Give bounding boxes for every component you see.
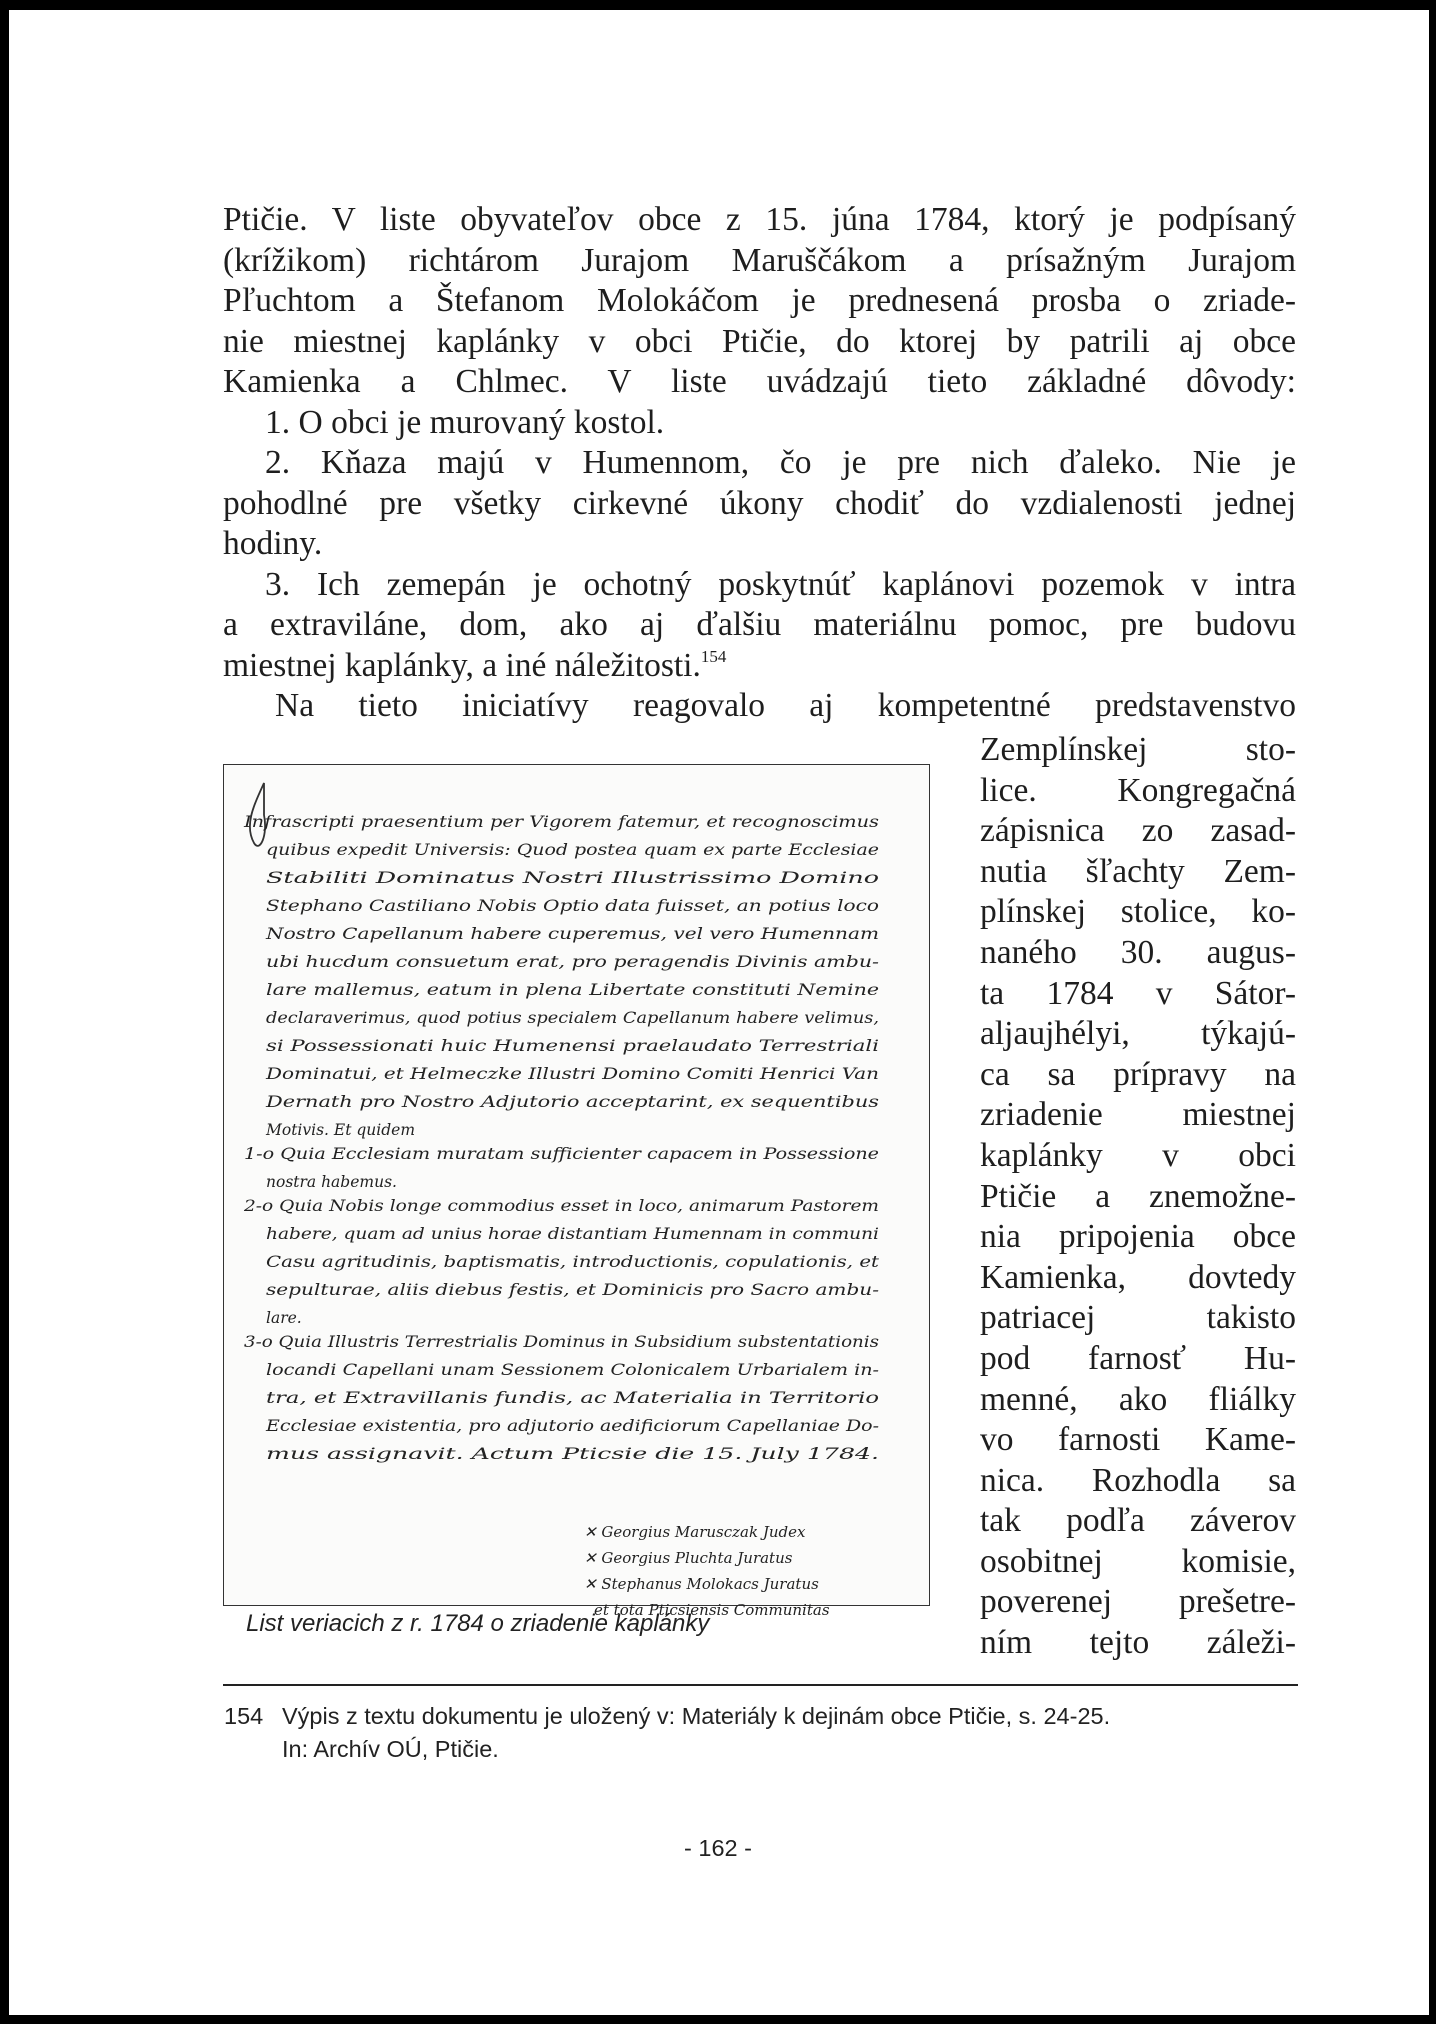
text-line: Pľuchtom a Štefanom Molokáčom je prednesená prosba o zriade- — [223, 282, 1296, 319]
side-line: tak podľa záverov — [980, 1502, 1296, 1540]
main-text — [223, 200, 1296, 727]
manuscript-line: Stephano Castiliano Nobis Optio data fuisset, an potius loco — [266, 897, 879, 915]
signature-line: ✕ Georgius Pluchta Juratus — [584, 1549, 793, 1567]
text-line: 3. Ich zemepán je ochotný poskytnúť kaplánovi pozemok v intra — [265, 565, 1296, 603]
manuscript-line: lare mallemus, eatum in plena Libertate constituti Nemine — [266, 981, 879, 999]
side-line: ca sa prípravy na — [980, 1055, 1296, 1093]
footnote-separator — [223, 1684, 1298, 1686]
side-line: zápisnica zo zasad- — [980, 812, 1296, 850]
manuscript-figure — [223, 764, 930, 1619]
side-line: zriadenie miestnej — [980, 1096, 1296, 1134]
manuscript-line: nostra habemus. — [266, 1173, 397, 1191]
signature-line: et tota Pticsiensis Communitas — [594, 1601, 830, 1619]
text-line: Ptičie. V liste obyvateľov obce z 15. júna 1784, ktorý je podpísaný — [223, 201, 1296, 238]
side-line: nutia šľachty Zem- — [980, 852, 1296, 890]
page-number: - 162 - — [684, 1835, 752, 1861]
manuscript-line: Infrascripti praesentium per Vigorem fatemur, et recognoscimus — [242, 813, 880, 831]
text-line: Na tieto iniciatívy reagovalo aj kompetentné predstavenstvo — [275, 687, 1296, 724]
manuscript-image — [224, 765, 929, 1619]
side-line: aljaujhélyi, týkajú- — [980, 1015, 1296, 1053]
manuscript-line: mus assignavit. Actum Pticsie die 15. July 1784. — [266, 1445, 879, 1463]
manuscript-line: sepulturae, aliis diebus festis, et Dominicis pro Sacro ambu- — [266, 1281, 879, 1299]
side-line: ta 1784 v Sátor- — [980, 974, 1296, 1012]
text-line: a extraviláne, dom, ako aj ďalšiu materiálnu pomoc, pre budovu — [223, 606, 1296, 643]
text-line: (krížikom) richtárom Jurajom Maruščákom a prísažným Jurajom — [223, 241, 1296, 279]
text-line: 2. Kňaza majú v Humennom, čo je pre nich ďaleko. Nie je — [265, 444, 1296, 481]
manuscript-line: Dominatui, et Helmeczke Illustri Domino Comiti Henrici Van — [264, 1065, 879, 1083]
manuscript-line: 3-o Quia Illustris Terrestrialis Dominus in Subsidium substentationis — [244, 1333, 880, 1351]
footnote-text: Výpis z textu dokumentu je uložený v: Materiály k dejinám obce Ptičie, s. 24-25. — [282, 1703, 1111, 1729]
side-line: Kamienka, dovtedy — [980, 1258, 1296, 1296]
manuscript-line: Casu agritudinis, baptismatis, introductionis, copulationis, et — [266, 1253, 880, 1271]
list-item-3 — [223, 565, 1296, 687]
text-line: Kamienka a Chlmec. V liste uvádzajú tieto základné dôvody: — [223, 363, 1296, 400]
side-line: kaplánky v obci — [980, 1136, 1296, 1174]
manuscript-line: Stabiliti Dominatus Nostri Illustrissimo Domino — [266, 869, 879, 887]
manuscript-line: lare. — [266, 1309, 302, 1327]
side-line: osobitnej komisie, — [980, 1542, 1296, 1580]
signature-line: ✕ Georgius Marusczak Judex — [584, 1523, 806, 1541]
side-line: ním tejto záleži- — [980, 1624, 1296, 1662]
side-line: poverenej prešetre- — [980, 1583, 1296, 1621]
manuscript-line: habere, quam ad unius horae distantiam Humennam in communi — [266, 1225, 880, 1243]
manuscript-line: locandi Capellani unam Sessionem Colonicalem Urbarialem in- — [266, 1361, 879, 1379]
text-line: hodiny. — [223, 525, 323, 562]
side-line: Zemplínskej sto- — [980, 731, 1296, 768]
manuscript-line: Nostro Capellanum habere cuperemus, vel vero Humennam — [264, 925, 879, 943]
manuscript-line: Dernath pro Nostro Adjutorio acceptarint, ex sequentibus — [264, 1093, 880, 1111]
figure-caption: List veriacich z r. 1784 o zriadenie kaplánky — [246, 1610, 710, 1637]
manuscript-line: Motivis. Et quidem — [266, 1121, 416, 1139]
text-line: pohodlné pre všetky cirkevné úkony chodiť do vzdialenosti jednej — [223, 484, 1296, 522]
paragraph-1 — [223, 200, 1296, 403]
footnote-text-continued: In: Archív OÚ, Ptičie. — [282, 1736, 499, 1762]
manuscript-line: declaraverimus, quod potius specialem Capellanum habere velimus, — [266, 1009, 879, 1027]
side-line: vo farnosti Kame- — [980, 1421, 1296, 1459]
manuscript-line: 2-o Quia Nobis longe commodius esset in loco, animarum Pastorem — [242, 1197, 880, 1215]
footnote — [224, 1700, 1294, 1766]
manuscript-line: 1-o Quia Ecclesiam muratam sufficienter capacem in Possessione — [244, 1145, 879, 1163]
side-line: lice. Kongregačná — [980, 771, 1296, 809]
side-line: patriacej takisto — [980, 1299, 1296, 1337]
side-line: plínskej stolice, ko- — [980, 893, 1296, 931]
paragraph-2-start — [223, 686, 1296, 727]
manuscript-text — [243, 813, 880, 1463]
manuscript-signatures — [584, 1523, 830, 1619]
text-line-content: miestnej kaplánky, a iné náležitosti. — [223, 646, 701, 684]
text-line: nie miestnej kaplánky v obci Ptičie, do ktorej by patrili aj obce — [223, 322, 1296, 360]
footnote-number: 154 — [224, 1703, 264, 1729]
manuscript-line: quibus expedit Universis: Quod postea quam ex parte Ecclesiae — [266, 841, 879, 859]
side-line: menné, ako fliálky — [980, 1380, 1296, 1418]
side-column-text — [980, 730, 1296, 1664]
manuscript-line: tra, et Extravillanis fundis, ac Materialia in Territorio — [266, 1389, 879, 1407]
footnote-reference[interactable]: 154 — [700, 646, 727, 666]
signature-line: ✕ Stephanus Molokacs Juratus — [584, 1575, 819, 1593]
side-line: nica. Rozhodla sa — [980, 1461, 1296, 1499]
side-line: pod farnosť Hu- — [980, 1339, 1296, 1377]
list-item-1 — [223, 403, 1296, 444]
side-line: nia pripojenia obce — [980, 1218, 1296, 1256]
side-line: naného 30. augus- — [980, 933, 1296, 971]
manuscript-line: si Possessionati huic Humenensi praelaudato Terrestriali — [266, 1037, 880, 1055]
text-line: 1. O obci je murovaný kostol. — [265, 403, 665, 441]
text-line — [223, 646, 1296, 687]
manuscript-line: ubi hucdum consuetum erat, pro peragendis Divinis ambu- — [266, 953, 879, 971]
manuscript-line: Ecclesiae existentia, pro adjutorio aedificiorum Capellaniae Do- — [264, 1417, 880, 1435]
side-line: Ptičie a znemožne- — [980, 1177, 1296, 1215]
list-item-2 — [223, 443, 1296, 565]
